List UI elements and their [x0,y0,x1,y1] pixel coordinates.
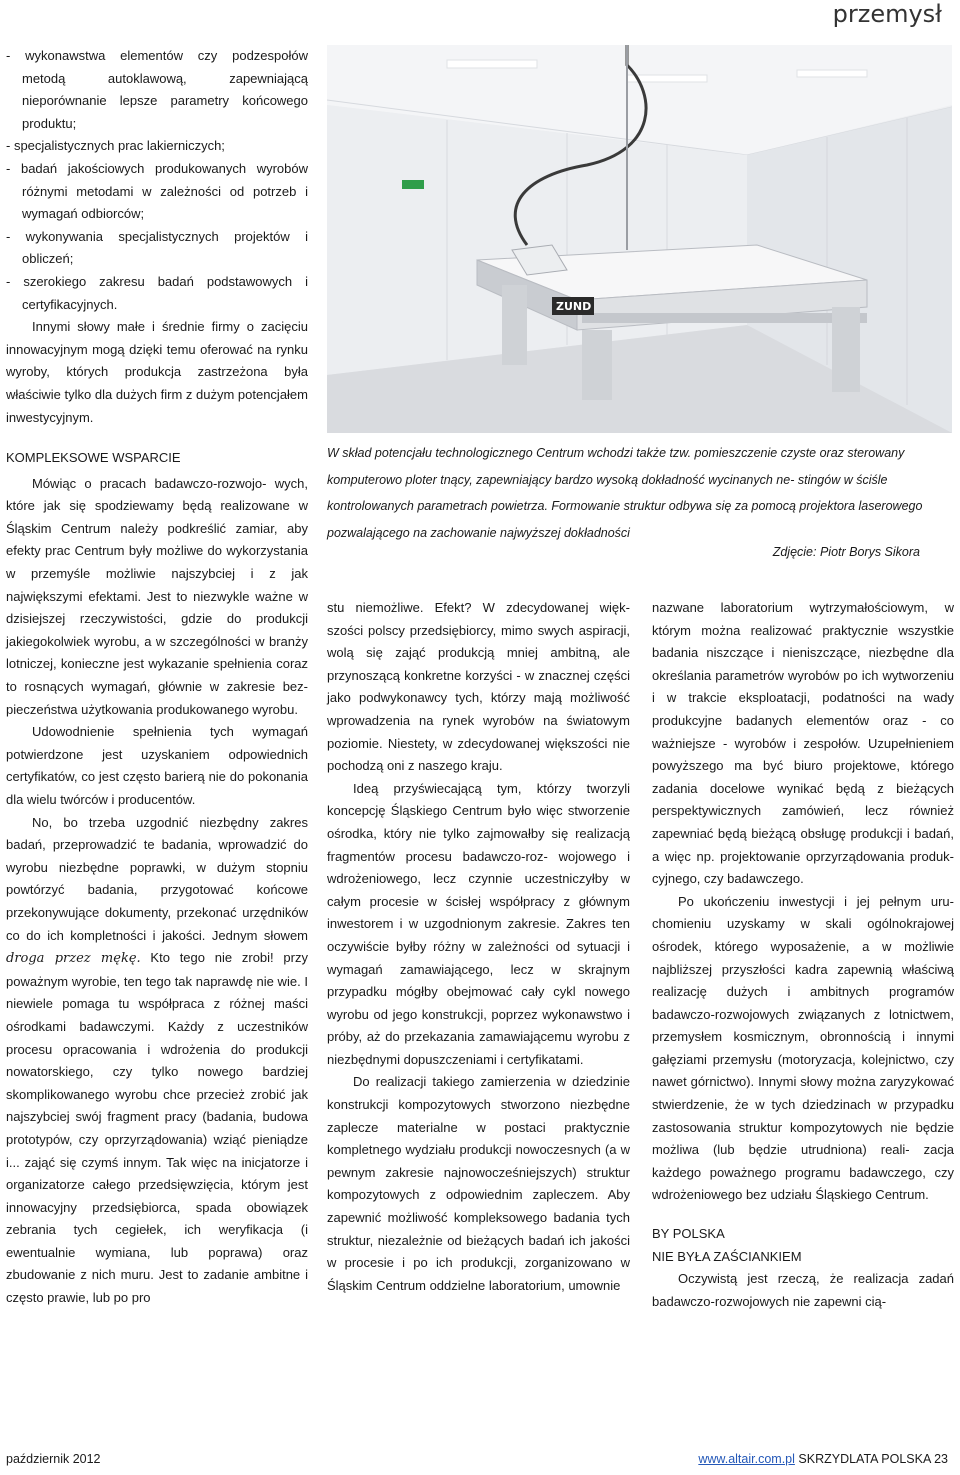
list-item: - wykonywania specjalistycznych projektów i obliczeń; [6,228,308,267]
paragraph [6,812,308,1310]
list-item: - szerokiego zakresu badań podstawowych i certyfikacyjnych. [6,273,308,312]
paragraph: Ideą przyświecającą tym, którzy tworzyli koncepcję Śląskiego Centrum było więc stworzenie ośrodka, który nie tylko zajmowałby się realizacją fragmentów procesu badawczo-roz- wojowego i wdrożeniowego, lecz czynnie uczestniczyłby w całym procesie w ścisłej współpracy z głównym inwestorem i w uzgodnionym zakresie. Zakres ten oczywiście byłby różny w zależności od sytuacji i wymagań zamawiającego, lecz w skrajnym przypadku mógłby obejmować cały cykl nowego wyrobu od jego konstrukcji, poprzez wykonawstwo i próby, aż do przekazania zamawiającemu wyrobu z niezbędnymi dopuszczeniami i certyfikatami. [327,780,630,1067]
cleanroom-photo [327,45,952,433]
footer-publication [698,1452,948,1466]
magazine-page: SKRZYDLATA POLSKA 23 [798,1452,948,1466]
column-2 [327,597,630,1297]
list-item: - badań jakościowych produkowanych wyrobów różnymi metodami w zależności od potrzeb i wymagań odbiorców; [6,160,308,222]
heading-line: NIE BYŁA ZAŚCIANKIEM [652,1248,802,1264]
paragraph: Udowodnienie spełnienia tych wymagań potwierdzone jest uzyskaniem odpowiednich certyfikatów, co jest często barierą nie do pokonania dla wielu twórców i producentów. [6,724,308,807]
section-heading: KOMPLEKSOWE WSPARCIE [6,450,181,466]
section-title: przemysł [832,0,942,28]
paragraph: Po ukończeniu inwestycji i jej pełnym uru- chomieniu uzyskamy w skali ogólnokrajowej ośrodek, którego wyposażenie, a w możliwie najbliższej przyszłości kadra zapewnią właściwą realizację dużych i ambitnych programów badawczo-rozwojowych związanych z lotnictwem, przemysłem kosmicznym, obronnością i innymi gałęziami przemysłu (motoryzacja, kolejnictwo, czy nawet górnictwo). Innymi słowy można zaryzykować stwierdzenie, że w tych dziedzinach w przypadku zastosowania struktur kompozytowych nie będzie możliwa (lub będzie utrudniona) reali- zacja każdego poważnego programu badawczego, czy wdrożeniowego bez udziału Śląskiego Centrum. [652,893,954,1203]
paragraph-text: No, bo trzeba uzgodnić niezbędny zakres badań, przeprowadzić te badania, wprowadzić do wyrobu niezbędne poprawki, w dużym stopniu powtórzyć badania, przygotować końcowe przekonywujące dokumenty, przekonać urzędników co do ich kompletności i jakości. Jednym słowem [6,814,308,943]
column-1 [6,45,308,1310]
paragraph-text: Kto tego nie zrobi! przy poważnym wyrobie, ten tego tak naprawdę nie wie. I niewiele pomaga tu współpraca z różnej maści ośrodkami badawczymi. Każdy z uczestników procesu opracowania i wdrożenia do produkcji nowatorskiego, czy tylko nowego bardziej skomplikowanego wyrobu chce przecież zrobić jak najszybciej swój fragment pracy (badania, budowa prototypów, czy oprzyrządowania) wziąć pieniądze i... zająć się czymś innym. Tak więc na inicjatorze i organizatorze całego przedsięwzięcia, którym jest innowacyjny przedsiębiorca, spada obowiązek zebrania tych cegiełek, ich weryfikacja (i ewentualnie wymiana, lub poprawa) oraz zbudowanie z nich muru. Jest to zadanie ambitne i często prawie, lub po pro [6,950,308,1306]
footer-date: październik 2012 [6,1452,101,1466]
paragraph: Do realizacji takiego zamierzenia w dziedzinie konstrukcji kompozytowych stworzono niezbędne zaplecze materialne w postaci praktycznie kompletnego wydziału produkcji nowoczesnych (a w pewnym zakresie najnowocześniejszych) struktur kompozytowych z odpowiednim zapleczem. Aby zapewnić możliwość kompleksowego badania tych struktur, niezależnie od bieżących badań ich jakości w procesie i po ich produkcji, zorganizowano w Śląskim Centrum oddzielne laboratorium, umownie [327,1074,630,1293]
photo-caption: W skład potencjału technologicznego Centrum wchodzi także tzw. pomieszczenie czyste oraz sterowany komputerowo ploter tnący, zapewniający bardzo wysoką dokładność wycinanych ne- stingów w ściśle kontrolowanych parametrach powietrza. Formowanie struktur odbywa się za pomocą projektora laserowego pozwalającego na zachowanie najwyższej dokładności [327,446,923,540]
website-link[interactable]: www.altair.com.pl [698,1452,795,1466]
list-item: - specjalistycznych prac lakierniczych; [6,138,225,154]
machine-logo: ZUND [556,300,592,313]
paragraph: stu niemożliwe. Efekt? W zdecydowanej więk- szości polscy przedsiębiorcy, mimo swych aspiracji, wolą się zająć produkcją mniej ambitną, ale przynoszącą konkretne korzyści - w znacznej części jako podwykonawcy tych, którzy mają możliwość wprowadzenia na rynek wyrobów na światowym poziomie. Niestety, w zdecydowanej większości nie pochodzą oni z naszego kraju. [327,600,630,774]
paragraph: Oczywistą jest rzeczą, że realizacja zadań badawczo-rozwojowych nie zapewni cią- [652,1271,954,1309]
section-heading [652,1223,954,1268]
exit-sign [402,180,424,189]
list-item: - wykonawstwa elementów czy podzespołów metodą autoklawową, zapewniającą nieporównanie lepsze parametry końcowego produktu; [6,48,308,131]
column-3 [652,597,954,1313]
heading-line: BY POLSKA [652,1226,725,1242]
paragraph: nazwane laboratorium wytrzymałościowym, w którym można realizować praktycznie wszystkie badania niszczące i nieniszczące, niezbędne dla określania parametrów wyrobów po ich wytworzeniu i w trakcie eksploatacji, podatności na wady produkcyjne badanych elementów oraz - co ważniejsze - wyrobów i zespołów. Uzupełnieniem powyższego ma być biuro projektowe, którego zadania docelowe wynikać będą z bieżących perspektywicznych zamówień, lecz również zapewniać będą bieżącą obsługę produkcji i badań, a więc np. projektowanie oprzyrządowania produk- cyjnego, czy badawczego. [652,600,954,887]
paragraph: Mówiąc o pracach badawczo-rozwojo- wych, które jak się spodziewamy będą realizowane w Śląskim Centrum należy podkreślić zamiar, aby efekty prac Centrum były możliwe do wykorzystania w przemyśle możliwie najszybciej i z jak największymi efektami. Jest to niezwykle ważne w dzisiejszej rzeczywistości, gdzie do produkcji jakiegokolwiek wyrobu, a w szczególności w branży lotniczej, konieczne jest wykazanie spełnienia coraz to rosnących wymagań, głównie w zakresie bez- pieczeństwa użytkowania produkowanego wyrobu. [6,475,308,717]
italic-phrase: droga przez mękę. [6,951,141,967]
photo-credit: Zdjęcie: Piotr Borys Sikora [772,545,920,559]
paragraph: Innymi słowy małe i średnie firmy o zacięciu innowacyjnym mogą dzięki temu oferować na rynku wyroby, których produkcja zastrzeżona była właściwie tylko dla dużych firm z dużym potencjałem inwestycyjnym. [6,319,308,425]
cleanroom-illustration [327,45,952,433]
